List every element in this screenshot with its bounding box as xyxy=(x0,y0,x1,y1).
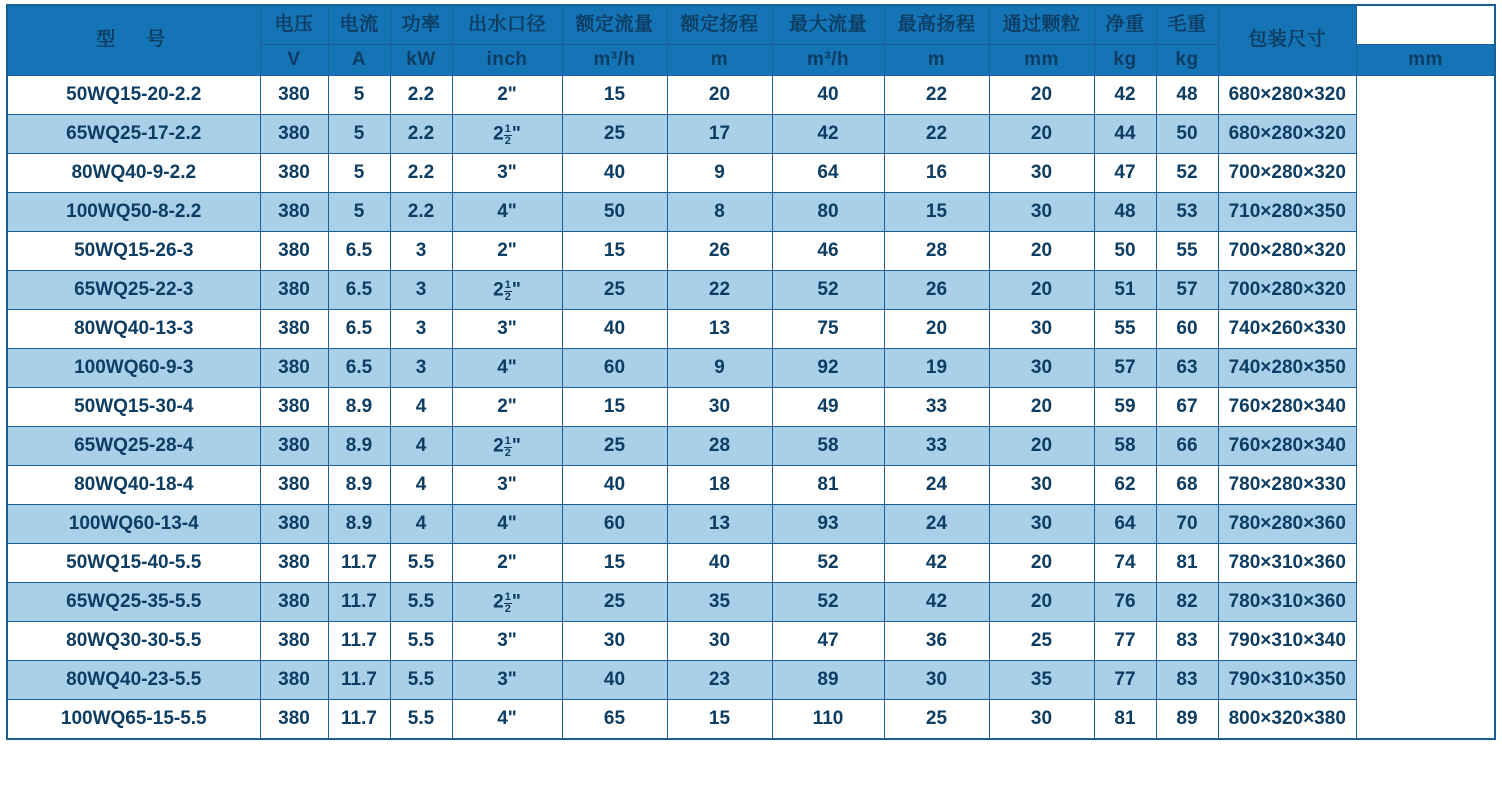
cell-rated-flow: 30 xyxy=(562,622,667,661)
column-header-voltage: 电压 xyxy=(260,5,328,45)
cell-power: 4 xyxy=(390,466,452,505)
table-row xyxy=(7,544,1495,583)
column-header-current: 电流 xyxy=(328,5,390,45)
cell-rated-head: 8 xyxy=(667,193,772,232)
unit-rated-flow: m³/h xyxy=(562,45,667,76)
cell-current: 11.7 xyxy=(328,700,390,740)
cell-voltage: 380 xyxy=(260,583,328,622)
table-row xyxy=(7,232,1495,271)
cell-package-size: 680×280×320 xyxy=(1218,115,1357,154)
table-row xyxy=(7,349,1495,388)
cell-voltage: 380 xyxy=(260,76,328,115)
cell-max-head: 22 xyxy=(884,76,989,115)
cell-voltage: 380 xyxy=(260,505,328,544)
cell-voltage: 380 xyxy=(260,310,328,349)
cell-max-head: 16 xyxy=(884,154,989,193)
cell-rated-head: 35 xyxy=(667,583,772,622)
cell-voltage: 380 xyxy=(260,544,328,583)
cell-particle-size: 20 xyxy=(989,427,1094,466)
cell-max-flow: 58 xyxy=(772,427,884,466)
cell-rated-head: 30 xyxy=(667,388,772,427)
cell-model: 50WQ15-30-4 xyxy=(7,388,260,427)
cell-gross-weight: 83 xyxy=(1156,661,1218,700)
cell-particle-size: 20 xyxy=(989,232,1094,271)
cell-particle-size: 30 xyxy=(989,700,1094,740)
column-header-rated-flow: 额定流量 xyxy=(562,5,667,45)
cell-package-size: 700×280×320 xyxy=(1218,232,1357,271)
cell-net-weight: 64 xyxy=(1094,505,1156,544)
unit-net-weight: kg xyxy=(1094,45,1156,76)
cell-max-flow: 42 xyxy=(772,115,884,154)
table-row xyxy=(7,466,1495,505)
cell-package-size: 740×260×330 xyxy=(1218,310,1357,349)
table-row xyxy=(7,154,1495,193)
cell-outlet-diameter: 4" xyxy=(452,700,562,740)
cell-power: 5.5 xyxy=(390,661,452,700)
unit-power: kW xyxy=(390,45,452,76)
cell-voltage: 380 xyxy=(260,232,328,271)
cell-current: 8.9 xyxy=(328,388,390,427)
table-row xyxy=(7,583,1495,622)
cell-package-size: 780×280×360 xyxy=(1218,505,1357,544)
table-row xyxy=(7,661,1495,700)
cell-net-weight: 55 xyxy=(1094,310,1156,349)
table-row xyxy=(7,115,1495,154)
cell-rated-head: 20 xyxy=(667,76,772,115)
cell-current: 8.9 xyxy=(328,427,390,466)
cell-net-weight: 74 xyxy=(1094,544,1156,583)
cell-max-flow: 92 xyxy=(772,349,884,388)
cell-gross-weight: 50 xyxy=(1156,115,1218,154)
cell-model: 100WQ65-15-5.5 xyxy=(7,700,260,740)
cell-current: 6.5 xyxy=(328,271,390,310)
cell-gross-weight: 67 xyxy=(1156,388,1218,427)
cell-package-size: 760×280×340 xyxy=(1218,427,1357,466)
unit-max-flow: m³/h xyxy=(772,45,884,76)
cell-max-flow: 80 xyxy=(772,193,884,232)
cell-max-flow: 81 xyxy=(772,466,884,505)
cell-max-flow: 110 xyxy=(772,700,884,740)
cell-power: 4 xyxy=(390,388,452,427)
column-header-power: 功率 xyxy=(390,5,452,45)
table-row xyxy=(7,700,1495,740)
cell-model: 100WQ60-13-4 xyxy=(7,505,260,544)
cell-gross-weight: 57 xyxy=(1156,271,1218,310)
cell-particle-size: 20 xyxy=(989,583,1094,622)
cell-current: 5 xyxy=(328,154,390,193)
cell-outlet-diameter: 3" xyxy=(452,310,562,349)
cell-max-head: 24 xyxy=(884,466,989,505)
cell-outlet-diameter: 2 $\frac{1}{2}$ " xyxy=(452,115,562,154)
cell-max-head: 25 xyxy=(884,700,989,740)
cell-particle-size: 30 xyxy=(989,466,1094,505)
cell-rated-flow: 40 xyxy=(562,310,667,349)
cell-outlet-diameter: 2 $\frac{1}{2}$ " xyxy=(452,271,562,310)
cell-voltage: 380 xyxy=(260,271,328,310)
table-row xyxy=(7,388,1495,427)
table-row xyxy=(7,76,1495,115)
cell-net-weight: 77 xyxy=(1094,661,1156,700)
cell-current: 11.7 xyxy=(328,583,390,622)
cell-outlet-diameter: 2" xyxy=(452,544,562,583)
cell-gross-weight: 63 xyxy=(1156,349,1218,388)
cell-max-head: 42 xyxy=(884,583,989,622)
cell-current: 6.5 xyxy=(328,310,390,349)
cell-power: 5.5 xyxy=(390,583,452,622)
cell-max-flow: 89 xyxy=(772,661,884,700)
cell-power: 3 xyxy=(390,310,452,349)
cell-particle-size: 30 xyxy=(989,310,1094,349)
cell-particle-size: 20 xyxy=(989,388,1094,427)
column-header-package-size: 包装尺寸 xyxy=(1218,5,1357,76)
cell-net-weight: 47 xyxy=(1094,154,1156,193)
cell-max-head: 26 xyxy=(884,271,989,310)
cell-power: 4 xyxy=(390,505,452,544)
table-row xyxy=(7,193,1495,232)
cell-model: 100WQ50-8-2.2 xyxy=(7,193,260,232)
column-header-max-head: 最高扬程 xyxy=(884,5,989,45)
cell-net-weight: 76 xyxy=(1094,583,1156,622)
cell-max-head: 36 xyxy=(884,622,989,661)
cell-max-flow: 40 xyxy=(772,76,884,115)
cell-max-head: 24 xyxy=(884,505,989,544)
cell-rated-head: 40 xyxy=(667,544,772,583)
cell-gross-weight: 53 xyxy=(1156,193,1218,232)
cell-power: 2.2 xyxy=(390,76,452,115)
cell-rated-head: 22 xyxy=(667,271,772,310)
cell-particle-size: 20 xyxy=(989,271,1094,310)
cell-gross-weight: 55 xyxy=(1156,232,1218,271)
cell-particle-size: 30 xyxy=(989,193,1094,232)
cell-model: 50WQ15-40-5.5 xyxy=(7,544,260,583)
cell-current: 8.9 xyxy=(328,466,390,505)
cell-gross-weight: 82 xyxy=(1156,583,1218,622)
table-row xyxy=(7,505,1495,544)
cell-net-weight: 42 xyxy=(1094,76,1156,115)
cell-model: 65WQ25-22-3 xyxy=(7,271,260,310)
cell-rated-flow: 25 xyxy=(562,271,667,310)
cell-net-weight: 51 xyxy=(1094,271,1156,310)
table-row xyxy=(7,622,1495,661)
header-row-titles xyxy=(7,5,1495,45)
cell-model: 100WQ60-9-3 xyxy=(7,349,260,388)
column-header-max-flow: 最大流量 xyxy=(772,5,884,45)
cell-voltage: 380 xyxy=(260,154,328,193)
cell-gross-weight: 66 xyxy=(1156,427,1218,466)
cell-outlet-diameter: 2" xyxy=(452,76,562,115)
cell-net-weight: 59 xyxy=(1094,388,1156,427)
cell-gross-weight: 89 xyxy=(1156,700,1218,740)
pump-specification-table xyxy=(6,4,1496,740)
cell-max-head: 30 xyxy=(884,661,989,700)
cell-outlet-diameter: 3" xyxy=(452,466,562,505)
cell-model: 80WQ40-23-5.5 xyxy=(7,661,260,700)
unit-particle-size: mm xyxy=(989,45,1094,76)
cell-package-size: 800×320×380 xyxy=(1218,700,1357,740)
cell-voltage: 380 xyxy=(260,700,328,740)
cell-outlet-diameter: 4" xyxy=(452,505,562,544)
cell-particle-size: 30 xyxy=(989,505,1094,544)
cell-voltage: 380 xyxy=(260,115,328,154)
cell-power: 5.5 xyxy=(390,622,452,661)
cell-voltage: 380 xyxy=(260,661,328,700)
cell-max-head: 15 xyxy=(884,193,989,232)
cell-current: 11.7 xyxy=(328,544,390,583)
cell-power: 3 xyxy=(390,232,452,271)
cell-current: 11.7 xyxy=(328,622,390,661)
unit-rated-head: m xyxy=(667,45,772,76)
cell-rated-flow: 60 xyxy=(562,349,667,388)
cell-rated-flow: 25 xyxy=(562,115,667,154)
cell-outlet-diameter: 2" xyxy=(452,232,562,271)
cell-rated-flow: 15 xyxy=(562,388,667,427)
cell-model: 80WQ40-18-4 xyxy=(7,466,260,505)
cell-net-weight: 62 xyxy=(1094,466,1156,505)
cell-current: 5 xyxy=(328,193,390,232)
cell-current: 8.9 xyxy=(328,505,390,544)
cell-package-size: 790×310×350 xyxy=(1218,661,1357,700)
cell-power: 3 xyxy=(390,349,452,388)
cell-rated-head: 30 xyxy=(667,622,772,661)
cell-rated-head: 26 xyxy=(667,232,772,271)
cell-max-flow: 52 xyxy=(772,271,884,310)
column-header-net-weight: 净重 xyxy=(1094,5,1156,45)
cell-max-head: 42 xyxy=(884,544,989,583)
cell-rated-flow: 65 xyxy=(562,700,667,740)
cell-rated-flow: 60 xyxy=(562,505,667,544)
table-header xyxy=(7,5,1495,76)
cell-max-flow: 47 xyxy=(772,622,884,661)
cell-voltage: 380 xyxy=(260,622,328,661)
cell-max-flow: 52 xyxy=(772,583,884,622)
cell-rated-flow: 40 xyxy=(562,466,667,505)
cell-outlet-diameter: 2 $\frac{1}{2}$ " xyxy=(452,427,562,466)
unit-outlet-diameter: inch xyxy=(452,45,562,76)
cell-voltage: 380 xyxy=(260,427,328,466)
cell-power: 5.5 xyxy=(390,700,452,740)
table-row xyxy=(7,271,1495,310)
cell-power: 2.2 xyxy=(390,193,452,232)
cell-gross-weight: 83 xyxy=(1156,622,1218,661)
cell-particle-size: 30 xyxy=(989,349,1094,388)
cell-power: 4 xyxy=(390,427,452,466)
cell-max-head: 33 xyxy=(884,427,989,466)
cell-voltage: 380 xyxy=(260,388,328,427)
column-header-gross-weight: 毛重 xyxy=(1156,5,1218,45)
cell-gross-weight: 81 xyxy=(1156,544,1218,583)
cell-power: 2.2 xyxy=(390,115,452,154)
cell-max-flow: 75 xyxy=(772,310,884,349)
cell-package-size: 680×280×320 xyxy=(1218,76,1357,115)
cell-max-flow: 49 xyxy=(772,388,884,427)
cell-package-size: 790×310×340 xyxy=(1218,622,1357,661)
cell-rated-flow: 50 xyxy=(562,193,667,232)
cell-rated-flow: 15 xyxy=(562,76,667,115)
cell-net-weight: 50 xyxy=(1094,232,1156,271)
cell-net-weight: 81 xyxy=(1094,700,1156,740)
cell-max-flow: 93 xyxy=(772,505,884,544)
cell-outlet-diameter: 2" xyxy=(452,388,562,427)
cell-rated-flow: 25 xyxy=(562,583,667,622)
cell-model: 80WQ40-9-2.2 xyxy=(7,154,260,193)
cell-model: 65WQ25-17-2.2 xyxy=(7,115,260,154)
cell-package-size: 710×280×350 xyxy=(1218,193,1357,232)
cell-voltage: 380 xyxy=(260,349,328,388)
cell-max-head: 28 xyxy=(884,232,989,271)
cell-package-size: 740×280×350 xyxy=(1218,349,1357,388)
cell-gross-weight: 52 xyxy=(1156,154,1218,193)
cell-power: 2.2 xyxy=(390,154,452,193)
cell-gross-weight: 48 xyxy=(1156,76,1218,115)
table-row xyxy=(7,310,1495,349)
cell-max-head: 22 xyxy=(884,115,989,154)
cell-rated-head: 13 xyxy=(667,505,772,544)
cell-voltage: 380 xyxy=(260,466,328,505)
cell-package-size: 760×280×340 xyxy=(1218,388,1357,427)
cell-max-flow: 64 xyxy=(772,154,884,193)
cell-current: 5 xyxy=(328,115,390,154)
cell-particle-size: 20 xyxy=(989,544,1094,583)
cell-package-size: 780×310×360 xyxy=(1218,544,1357,583)
cell-current: 6.5 xyxy=(328,349,390,388)
cell-gross-weight: 70 xyxy=(1156,505,1218,544)
cell-outlet-diameter: 4" xyxy=(452,193,562,232)
cell-particle-size: 25 xyxy=(989,622,1094,661)
cell-rated-flow: 15 xyxy=(562,232,667,271)
cell-rated-head: 28 xyxy=(667,427,772,466)
cell-outlet-diameter: 2 $\frac{1}{2}$ " xyxy=(452,583,562,622)
cell-power: 3 xyxy=(390,271,452,310)
cell-outlet-diameter: 3" xyxy=(452,622,562,661)
unit-gross-weight: kg xyxy=(1156,45,1218,76)
cell-gross-weight: 60 xyxy=(1156,310,1218,349)
cell-max-head: 20 xyxy=(884,310,989,349)
cell-rated-head: 23 xyxy=(667,661,772,700)
column-header-model: 型 号 xyxy=(7,5,260,76)
unit-current: A xyxy=(328,45,390,76)
column-header-outlet-diameter: 出水口径 xyxy=(452,5,562,45)
cell-model: 80WQ40-13-3 xyxy=(7,310,260,349)
cell-particle-size: 20 xyxy=(989,115,1094,154)
unit-package-size: mm xyxy=(1357,45,1496,76)
cell-rated-flow: 40 xyxy=(562,661,667,700)
cell-net-weight: 58 xyxy=(1094,427,1156,466)
cell-rated-flow: 15 xyxy=(562,544,667,583)
cell-package-size: 780×310×360 xyxy=(1218,583,1357,622)
cell-model: 50WQ15-20-2.2 xyxy=(7,76,260,115)
unit-voltage: V xyxy=(260,45,328,76)
cell-particle-size: 20 xyxy=(989,76,1094,115)
unit-max-head: m xyxy=(884,45,989,76)
cell-current: 5 xyxy=(328,76,390,115)
cell-net-weight: 77 xyxy=(1094,622,1156,661)
cell-current: 6.5 xyxy=(328,232,390,271)
cell-rated-head: 17 xyxy=(667,115,772,154)
cell-particle-size: 35 xyxy=(989,661,1094,700)
cell-rated-head: 18 xyxy=(667,466,772,505)
cell-net-weight: 57 xyxy=(1094,349,1156,388)
cell-outlet-diameter: 3" xyxy=(452,154,562,193)
cell-gross-weight: 68 xyxy=(1156,466,1218,505)
cell-max-head: 33 xyxy=(884,388,989,427)
table-row xyxy=(7,427,1495,466)
cell-model: 50WQ15-26-3 xyxy=(7,232,260,271)
cell-rated-flow: 40 xyxy=(562,154,667,193)
cell-particle-size: 30 xyxy=(989,154,1094,193)
cell-package-size: 780×280×330 xyxy=(1218,466,1357,505)
cell-rated-head: 9 xyxy=(667,154,772,193)
cell-rated-head: 15 xyxy=(667,700,772,740)
cell-voltage: 380 xyxy=(260,193,328,232)
column-header-rated-head: 额定扬程 xyxy=(667,5,772,45)
cell-net-weight: 44 xyxy=(1094,115,1156,154)
cell-rated-head: 9 xyxy=(667,349,772,388)
cell-outlet-diameter: 3" xyxy=(452,661,562,700)
cell-rated-head: 13 xyxy=(667,310,772,349)
cell-power: 5.5 xyxy=(390,544,452,583)
cell-current: 11.7 xyxy=(328,661,390,700)
cell-max-head: 19 xyxy=(884,349,989,388)
column-header-particle-size: 通过颗粒 xyxy=(989,5,1094,45)
cell-net-weight: 48 xyxy=(1094,193,1156,232)
cell-model: 65WQ25-35-5.5 xyxy=(7,583,260,622)
cell-model: 65WQ25-28-4 xyxy=(7,427,260,466)
cell-package-size: 700×280×320 xyxy=(1218,154,1357,193)
cell-max-flow: 52 xyxy=(772,544,884,583)
table-body xyxy=(7,76,1495,740)
cell-model: 80WQ30-30-5.5 xyxy=(7,622,260,661)
cell-rated-flow: 25 xyxy=(562,427,667,466)
cell-package-size: 700×280×320 xyxy=(1218,271,1357,310)
cell-max-flow: 46 xyxy=(772,232,884,271)
cell-outlet-diameter: 4" xyxy=(452,349,562,388)
